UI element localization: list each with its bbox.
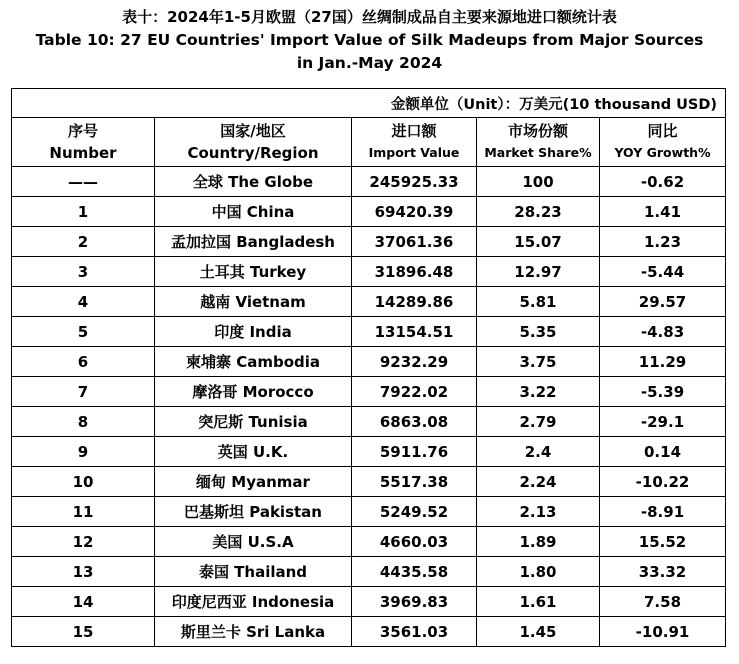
- cell-yoy-growth: -4.83: [600, 317, 726, 347]
- cell-import-value: 5249.52: [352, 497, 477, 527]
- cell-yoy-growth: -29.1: [600, 407, 726, 437]
- cell-country-region: 柬埔寨 Cambodia: [155, 347, 352, 377]
- header-number-cn: 序号: [67, 122, 98, 140]
- cell-market-share: 3.75: [477, 347, 600, 377]
- cell-yoy-growth: 0.14: [600, 437, 726, 467]
- cell-country-region: 印度尼西亚 Indonesia: [155, 587, 352, 617]
- import-value-table: [11, 88, 726, 647]
- cell-yoy-growth: 1.41: [600, 197, 726, 227]
- table-row: [12, 407, 726, 437]
- table-row: [12, 467, 726, 497]
- cell-country-region: 英国 U.K.: [155, 437, 352, 467]
- table-row: [12, 377, 726, 407]
- cell-import-value: 6863.08: [352, 407, 477, 437]
- cell-number: 6: [12, 347, 155, 377]
- cell-number: 3: [12, 257, 155, 287]
- header-row: [12, 118, 726, 167]
- header-value-cn: 进口额: [391, 122, 437, 140]
- table-row: [12, 167, 726, 197]
- cell-country-region: 缅甸 Myanmar: [155, 467, 352, 497]
- cell-number: 1: [12, 197, 155, 227]
- header-region-en: Country/Region: [187, 144, 319, 162]
- cell-import-value: 69420.39: [352, 197, 477, 227]
- header-yoy-growth: [600, 118, 726, 167]
- cell-import-value: 3561.03: [352, 617, 477, 647]
- cell-yoy-growth: -0.62: [600, 167, 726, 197]
- cell-market-share: 2.79: [477, 407, 600, 437]
- cell-market-share: 1.45: [477, 617, 600, 647]
- table-row: [12, 347, 726, 377]
- cell-country-region: 美国 U.S.A: [155, 527, 352, 557]
- cell-import-value: 5911.76: [352, 437, 477, 467]
- cell-market-share: 2.4: [477, 437, 600, 467]
- cell-number: 13: [12, 557, 155, 587]
- table-title-chinese: 表十：2024年1-5月欧盟（27国）丝绸制成品自主要来源地进口额统计表: [122, 8, 617, 26]
- cell-number: 2: [12, 227, 155, 257]
- cell-import-value: 245925.33: [352, 167, 477, 197]
- table-title-block: [0, 0, 739, 74]
- cell-import-value: 7922.02: [352, 377, 477, 407]
- table-row: [12, 587, 726, 617]
- cell-yoy-growth: 15.52: [600, 527, 726, 557]
- table-row: [12, 197, 726, 227]
- cell-number: 8: [12, 407, 155, 437]
- cell-yoy-growth: -8.91: [600, 497, 726, 527]
- cell-market-share: 1.61: [477, 587, 600, 617]
- header-number-en: Number: [49, 144, 117, 162]
- cell-market-share: 1.80: [477, 557, 600, 587]
- table-row: [12, 497, 726, 527]
- cell-market-share: 12.97: [477, 257, 600, 287]
- cell-market-share: 1.89: [477, 527, 600, 557]
- cell-number: 4: [12, 287, 155, 317]
- cell-import-value: 13154.51: [352, 317, 477, 347]
- cell-import-value: 37061.36: [352, 227, 477, 257]
- cell-import-value: 4435.58: [352, 557, 477, 587]
- table-title-english: Table 10: 27 EU Countries' Import Value of Silk Madeups from Major Sources: [35, 31, 704, 49]
- table-row: [12, 257, 726, 287]
- cell-number: 10: [12, 467, 155, 497]
- cell-import-value: 31896.48: [352, 257, 477, 287]
- header-share-cn: 市场份额: [507, 122, 568, 140]
- header-share-en: Market Share%: [484, 145, 592, 160]
- cell-market-share: 15.07: [477, 227, 600, 257]
- cell-yoy-growth: 33.32: [600, 557, 726, 587]
- cell-market-share: 100: [477, 167, 600, 197]
- cell-market-share: 5.35: [477, 317, 600, 347]
- header-number: [12, 118, 155, 167]
- cell-country-region: 突尼斯 Tunisia: [155, 407, 352, 437]
- cell-country-region: 巴基斯坦 Pakistan: [155, 497, 352, 527]
- cell-yoy-growth: 11.29: [600, 347, 726, 377]
- cell-country-region: 摩洛哥 Morocco: [155, 377, 352, 407]
- table-row: [12, 617, 726, 647]
- cell-import-value: 3969.83: [352, 587, 477, 617]
- table-row: [12, 527, 726, 557]
- cell-number: ——: [12, 167, 155, 197]
- header-growth-en: YOY Growth%: [614, 145, 711, 160]
- cell-import-value: 5517.38: [352, 467, 477, 497]
- table-row: [12, 317, 726, 347]
- cell-yoy-growth: -10.22: [600, 467, 726, 497]
- cell-number: 15: [12, 617, 155, 647]
- header-growth-cn: 同比: [647, 122, 678, 140]
- header-region: [155, 118, 352, 167]
- cell-number: 14: [12, 587, 155, 617]
- cell-yoy-growth: -10.91: [600, 617, 726, 647]
- cell-market-share: 28.23: [477, 197, 600, 227]
- table-row: [12, 227, 726, 257]
- cell-import-value: 4660.03: [352, 527, 477, 557]
- cell-yoy-growth: 7.58: [600, 587, 726, 617]
- cell-market-share: 5.81: [477, 287, 600, 317]
- cell-number: 11: [12, 497, 155, 527]
- table-title-period: in Jan.-May 2024: [296, 54, 443, 72]
- cell-yoy-growth: -5.39: [600, 377, 726, 407]
- header-region-cn: 国家/地区: [220, 122, 286, 140]
- unit-label: 金额单位（Unit）：万美元(10 thousand USD): [12, 89, 726, 118]
- unit-row: [12, 89, 726, 118]
- cell-country-region: 印度 India: [155, 317, 352, 347]
- table-row: [12, 557, 726, 587]
- cell-number: 7: [12, 377, 155, 407]
- cell-country-region: 斯里兰卡 Sri Lanka: [155, 617, 352, 647]
- table-row: [12, 287, 726, 317]
- header-market-share: [477, 118, 600, 167]
- cell-import-value: 9232.29: [352, 347, 477, 377]
- header-value-en: Import Value: [368, 145, 460, 160]
- cell-number: 9: [12, 437, 155, 467]
- cell-yoy-growth: -5.44: [600, 257, 726, 287]
- cell-country-region: 泰国 Thailand: [155, 557, 352, 587]
- cell-country-region: 全球 The Globe: [155, 167, 352, 197]
- cell-country-region: 中国 China: [155, 197, 352, 227]
- cell-country-region: 孟加拉国 Bangladesh: [155, 227, 352, 257]
- header-import-value: [352, 118, 477, 167]
- cell-import-value: 14289.86: [352, 287, 477, 317]
- cell-country-region: 土耳其 Turkey: [155, 257, 352, 287]
- cell-market-share: 3.22: [477, 377, 600, 407]
- cell-number: 5: [12, 317, 155, 347]
- cell-market-share: 2.24: [477, 467, 600, 497]
- table-row: [12, 437, 726, 467]
- cell-country-region: 越南 Vietnam: [155, 287, 352, 317]
- cell-market-share: 2.13: [477, 497, 600, 527]
- cell-number: 12: [12, 527, 155, 557]
- cell-yoy-growth: 29.57: [600, 287, 726, 317]
- cell-yoy-growth: 1.23: [600, 227, 726, 257]
